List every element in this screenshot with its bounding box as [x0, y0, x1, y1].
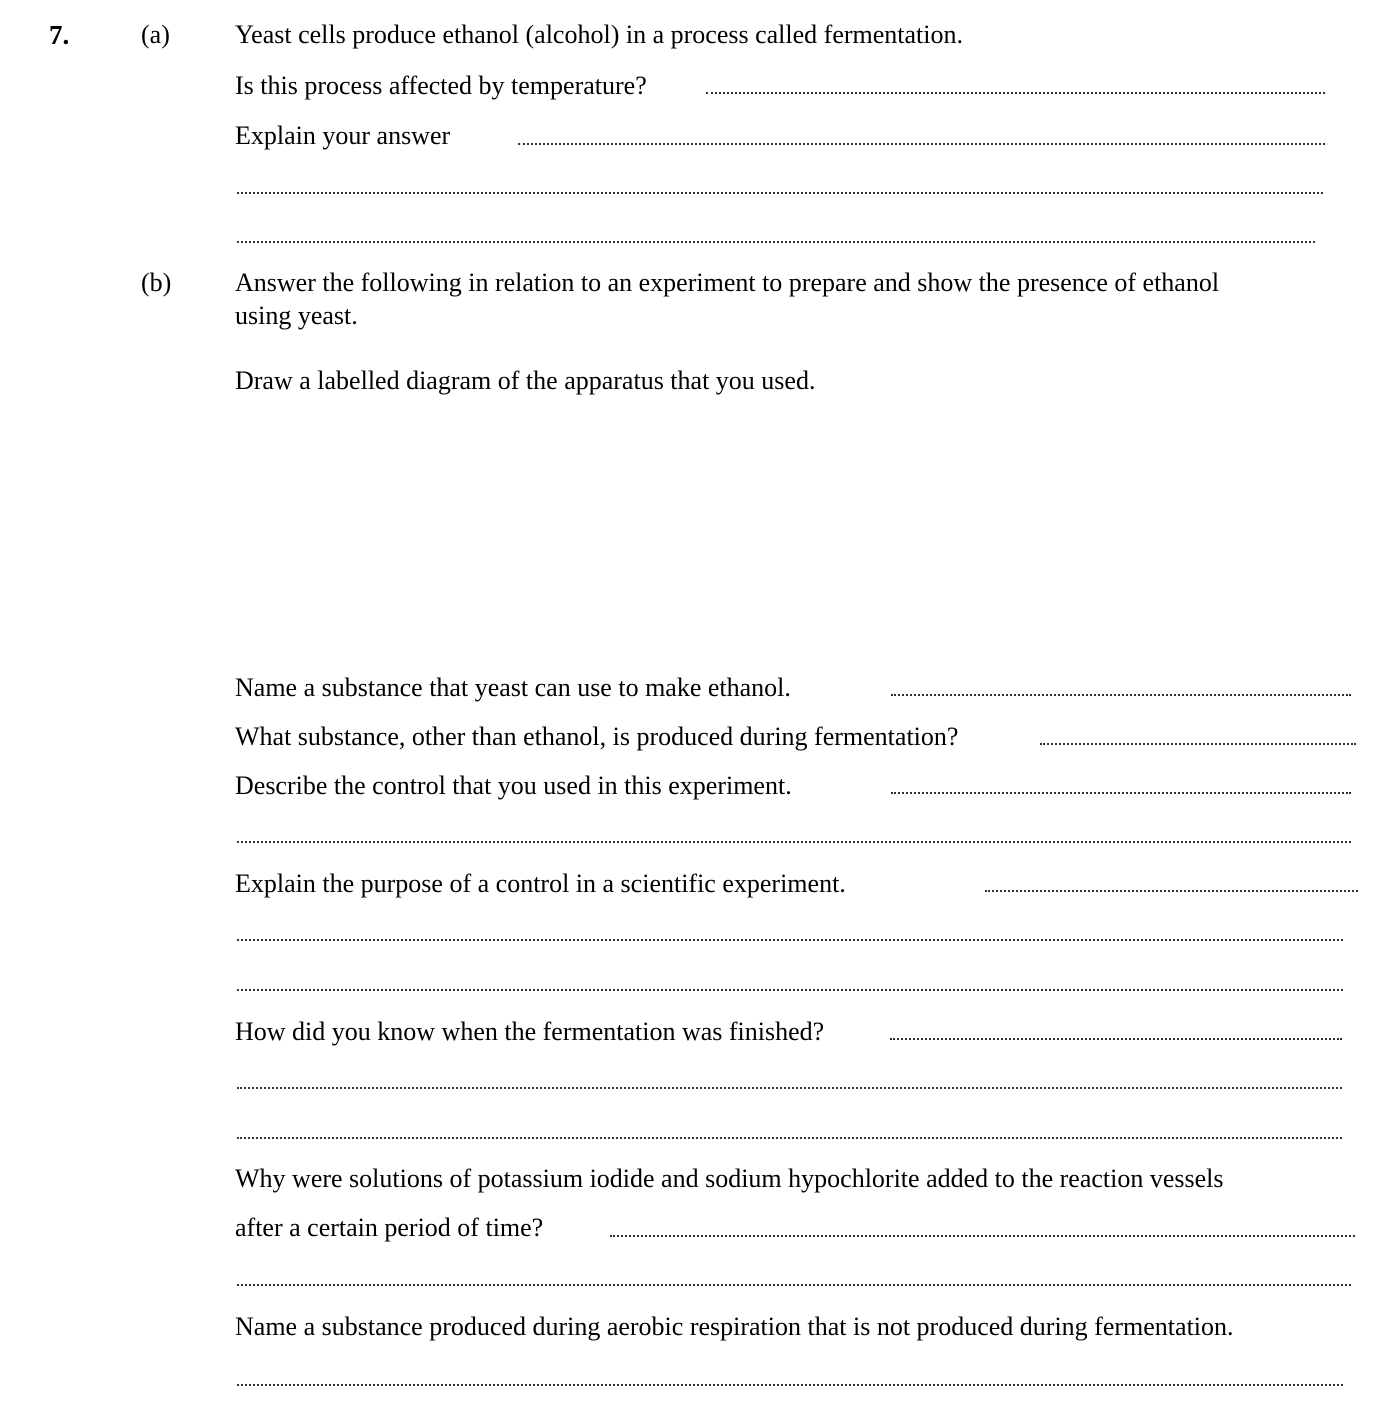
answer-line-substance[interactable] — [891, 694, 1351, 696]
answer-line-finished-3[interactable] — [237, 1137, 1342, 1139]
part-a-intro: Yeast cells produce ethanol (alcohol) in a process called fermentation. — [235, 20, 963, 49]
question-temperature: Is this process affected by temperature? — [235, 71, 647, 100]
answer-line-finished-1[interactable] — [890, 1038, 1342, 1040]
question-control: Describe the control that you used in this experiment. — [235, 771, 792, 800]
answer-line-finished-2[interactable] — [237, 1087, 1342, 1089]
part-b-intro-line2: using yeast. — [235, 301, 358, 330]
question-substance: Name a substance that yeast can use to make ethanol. — [235, 673, 791, 702]
answer-line-iodide-2[interactable] — [237, 1284, 1351, 1286]
question-other-product: What substance, other than ethanol, is produced during fermentation? — [235, 722, 959, 751]
question-iodide-line2: after a certain period of time? — [235, 1213, 544, 1242]
answer-line-explain-2[interactable] — [237, 192, 1323, 194]
answer-line-iodide-1[interactable] — [610, 1235, 1355, 1237]
question-purpose: Explain the purpose of a control in a scientific experiment. — [235, 869, 846, 898]
diagram-drawing-area[interactable] — [235, 405, 1345, 660]
answer-line-purpose-3[interactable] — [237, 989, 1343, 991]
question-explain: Explain your answer — [235, 121, 451, 150]
answer-line-purpose-1[interactable] — [985, 890, 1358, 892]
part-b-label: (b) — [141, 268, 172, 297]
question-finished: How did you know when the fermentation was finished? — [235, 1017, 825, 1046]
answer-line-control-2[interactable] — [237, 841, 1351, 843]
answer-line-temperature[interactable] — [706, 92, 1325, 94]
question-iodide-line1: Why were solutions of potassium iodide and sodium hypochlorite added to the reaction vessels — [235, 1164, 1224, 1193]
answer-line-control-1[interactable] — [891, 792, 1351, 794]
answer-line-other-product[interactable] — [1040, 743, 1356, 745]
answer-line-explain-1[interactable] — [518, 143, 1325, 145]
question-diagram: Draw a labelled diagram of the apparatus that you used. — [235, 366, 816, 395]
question-aerobic: Name a substance produced during aerobic respiration that is not produced during fermentation. — [235, 1312, 1234, 1341]
answer-line-explain-3[interactable] — [237, 241, 1315, 243]
answer-line-purpose-2[interactable] — [237, 939, 1343, 941]
part-b-intro-line1: Answer the following in relation to an experiment to prepare and show the presence of ethanol — [235, 268, 1220, 297]
part-a-label: (a) — [141, 20, 170, 49]
answer-line-aerobic[interactable] — [237, 1384, 1343, 1386]
question-number: 7. — [49, 20, 70, 50]
